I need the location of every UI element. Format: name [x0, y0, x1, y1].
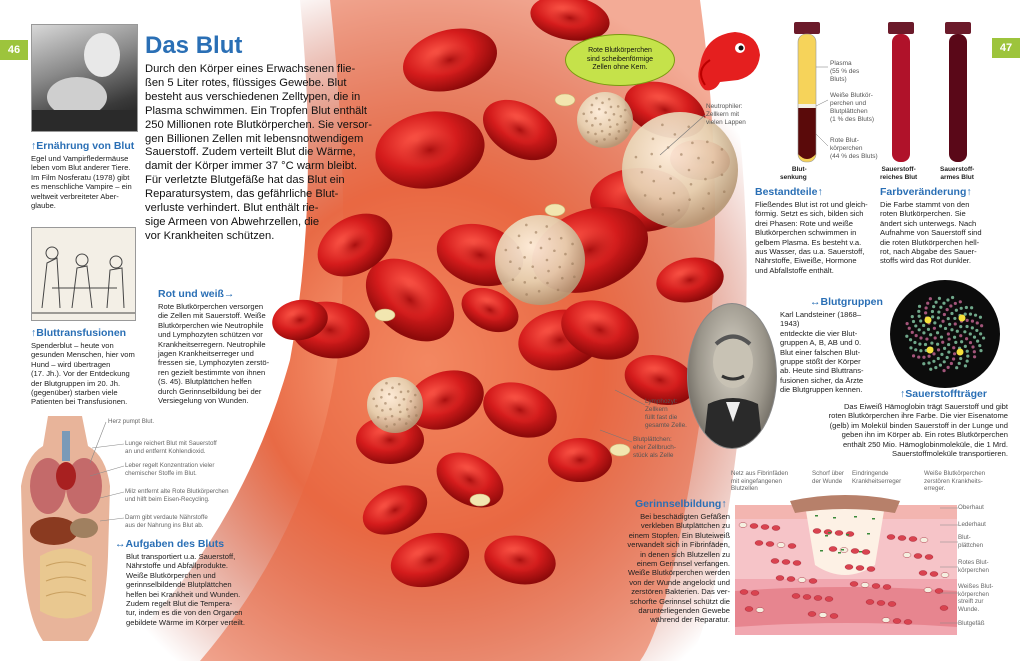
- chameleon-icon: [690, 20, 765, 95]
- label-neutrophil: Neutrophiler: Zellkern mit vielen Lappen: [706, 103, 746, 126]
- label-blutplaettchen-diagram: Blut- plättchen: [958, 534, 984, 549]
- platelet-1: [470, 494, 490, 506]
- heading-transfusionen: ↑Bluttransfusionen: [31, 327, 127, 339]
- text-rot-weiss: Rote Blutkörperchen versorgen die Zellen mit Sauerstoff. Weiße Blutkörperchen wie Neutrophile und Lymphozyten schützen vor Krankheitserregern. Neutrophile jagen Krankheitserreger und fressen sie, Lymphozyten zerstö- ren gezielt bestimmte von ihnen (S. 45). Blutplättchen helfen durch Gerinnselbildung bei der Versiegelung von Wunden.: [158, 302, 270, 406]
- label-rotes-blutkoerperchen: Rotes Blut- körperchen: [958, 559, 989, 574]
- platelet-4: [375, 309, 395, 321]
- label-weisses-blutkoerperchen: Weißes Blut- körperchen streift zur Wunde.: [958, 583, 994, 613]
- landsteiner-portrait: [687, 303, 777, 449]
- heading-bestandteile: Bestandteile↑: [755, 186, 823, 198]
- label-weisse-blutkoerperchen: Weiße Blutkör- perchen und Blutplättchen (1 % des Bluts): [830, 92, 875, 123]
- text-transfusionen: Spenderblut – heute von gesunden Menschen, hier vom Hund – wird übertragen (17. Jh.). Vor der Entdeckung der Blutgruppen im 20. Jh. (gegenüber) starben viele Patienten bei Transfusionen.: [31, 341, 135, 407]
- label-darm: Darm gibt verdaute Nährstoffe aus der Nahrung ins Blut ab.: [125, 514, 208, 529]
- text-sauerstofftraeger: Das Eiweiß Hämoglobin trägt Sauerstoff und gibt roten Blutkörperchen ihre Farbe. Die vier Eisenatome (gelb) im Molekül binden Sauerstoff in der Lunge und geben ihn im Körper ab. Ein rotes Blutkörperchen enthält 250 Mio. Hämoglobinmoleküle, die 1 Mrd. Sauerstoffmoleküle transportieren.: [828, 402, 1008, 459]
- blood-tubes: [790, 22, 990, 167]
- label-blutsenkung: Blut- senkung: [780, 166, 807, 181]
- label-herz: Herz pumpt Blut.: [108, 418, 155, 425]
- page-number-right: 47: [992, 38, 1020, 58]
- page-number-left: 46: [0, 40, 28, 60]
- label-fibrinnetz: Netz aus Fibrinfäden mit eingefangenen Blutzellen: [731, 470, 789, 493]
- label-lederhaut: Lederhaut: [958, 521, 986, 528]
- label-erreger: Eindringende Krankheitserreger: [852, 470, 902, 485]
- page-title: Das Blut: [145, 32, 243, 59]
- label-milz: Milz entfernt alte Rote Blutkörperchen und hilft beim Eisen-Recycling.: [125, 488, 229, 503]
- intro-text: Durch den Körper eines Erwachsenen flie- ßen 5 Liter rotes, flüssiges Gewebe. Blut besteht aus verschiedenen Zelltypen, die in Plasma schwimmen. Ein Tropfen Blut enthält 250 Millionen rote Blutkörperchen. Sie versor- gen Billionen Zellen mit lebensnotwendigem Sauerstoff. Zudem verteilt Blut die Wärme, damit der Körper immer 37 °C warm bleibt. Für verletzte Blutgefäße hat das Blut ein Reparatursystem, das gefährliche Blut- verluste verhindert. Blut enthält rie- sige Armeen von Abwehrzellen, die vor Krankheiten schützen.: [145, 63, 372, 242]
- text-aufgaben: Blut transportiert u.a. Sauerstoff, Nährstoffe und Abfallprodukte. Weiße Blutkörperchen und gerinnselbildende Blutplättchen helfen bei Krankheit und Wunden. Zudem regelt Blut die Tempera- tur, indem es die von den Organen gebildete Wärme im Körper verteilt.: [126, 552, 246, 627]
- text-farbveraenderung: Die Farbe stammt von den roten Blutkörperchen. Sie ändert sich unterwegs. Nach Aufnahme von Sauerstoff sind die roten Blutkörperchen hell- rot, nach Abgabe des Sauer- stoffs wird das Rot dunkler.: [880, 200, 982, 266]
- label-rote-blutkoerperchen: Rote Blut- körperchen (44 % des Bluts): [830, 137, 878, 160]
- white-blood-cell-3: [367, 377, 423, 433]
- wound-leader-lines: [940, 505, 958, 625]
- heading-sauerstofftraeger: ↑Sauerstoffträger: [900, 388, 987, 400]
- label-sauerstoffarm: Sauerstoff- armes Blut: [940, 166, 975, 181]
- heading-aufgaben: ↔Aufgaben des Bluts: [115, 538, 225, 550]
- haemoglobin-molecule: [890, 280, 1000, 388]
- label-lunge: Lunge reichert Blut mit Sauerstoff an und entfernt Kohlendioxid.: [125, 440, 217, 455]
- nosferatu-photo: [31, 24, 138, 132]
- heading-blutgruppen: ↔Blutgruppen: [810, 296, 883, 308]
- label-sauerstoffreich: Sauerstoff- reiches Blut: [880, 166, 918, 181]
- heading-ernaehrung: ↑Ernährung von Blut: [31, 140, 135, 152]
- text-gerinnsel: Bei beschädigten Gefäßen verkleben Blutplättchen zu einem Stopfen. Ein Bluteiweiß verwandelt sich in Fibrinfäden, in denen sich Blutzellen zu einem Gerinnsel verfangen. Weiße Blutkörperchen werden von der Wunde angelockt und zerstören Bakterien. Das ver- schorfte Gerinnsel schützt die darunterliegenden Gewebe während der Reparatur.: [627, 512, 730, 625]
- label-leber: Leber regelt Konzentration vieler chemischer Stoffe im Blut.: [125, 462, 215, 477]
- label-schorf: Schorf über der Wunde: [812, 470, 844, 485]
- label-oberhaut: Oberhaut: [958, 504, 984, 511]
- label-weisse-zerstoeren: Weiße Blutkörperchen zerstören Krankheits- erreger.: [924, 470, 986, 493]
- text-bestandteile: Fließendes Blut ist rot und gleich- förmig. Setzt es sich, bilden sich drei Phasen: Rote und weiße Blutkörperchen schwimmen in gelbem Plasma. Es besteht v.a. aus Wasser, das u.a. Sauerstoff, Nährstoffe, Eiweiße, Hormone und Abfallstoffe enthält.: [755, 200, 868, 275]
- wound-diagram: [735, 495, 957, 635]
- text-ernaehrung: Egel und Vampirfledermäuse leben vom Blut anderer Tiere. Im Film Nosferatu (1978) gibt es menschliche Vampire – ein weltweit verbreiteter Aber- glaube.: [31, 154, 132, 211]
- transfusion-engraving: [31, 227, 136, 321]
- heading-rot-weiss: Rot und weiß→: [158, 288, 235, 300]
- label-lymphozyt: Lymphozyt: Zellkern füllt fast die gesamte Zelle.: [645, 398, 687, 429]
- heading-gerinnsel: Gerinnselbildung↑: [635, 498, 727, 510]
- heading-farbveraenderung: Farbveränderung↑: [880, 186, 972, 198]
- label-blutgefaess: Blutgefäß: [958, 620, 985, 627]
- label-plasma: Plasma (55 % des Bluts): [830, 60, 860, 83]
- label-blutplaettchen: Blutplättchen: eher Zellbruch- stück als Zelle: [633, 436, 676, 459]
- rbc-speech-bubble: Rote Blutkörperchen sind scheibenförmige Zellen ohne Kern.: [565, 34, 675, 86]
- text-blutgruppen: Karl Landsteiner (1868–1943) entdeckte die vier Blut- gruppen A, B, AB und 0. Blut einer falschen Blut- gruppe stößt der Körper ab. Heute sind Bluttrans- fusionen sicher, da Ärzte die Blutgruppen kennen.: [780, 310, 864, 395]
